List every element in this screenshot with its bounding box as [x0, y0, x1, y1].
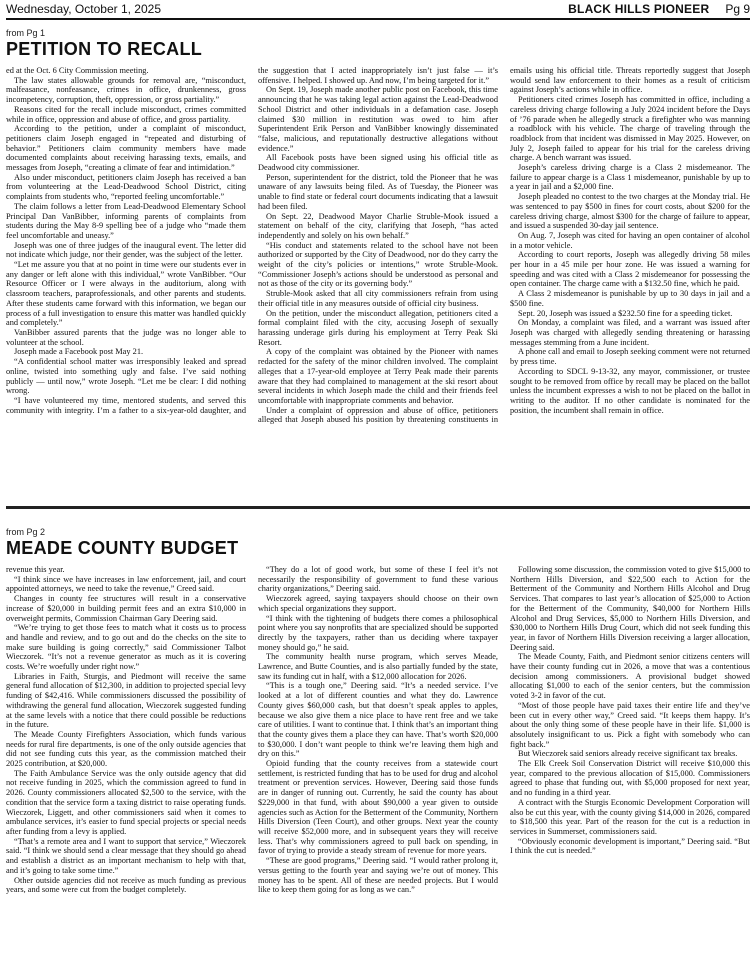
- paragraph: “These are good programs,” Deering said. “I would rather prolong it, versus getting to the fourth year and saying we’re out of money. This money has to be spent. All of these are needed projects. But I would like to keep them going for as long as we can.”: [258, 856, 498, 895]
- page-header: [6, 0, 750, 20]
- paragraph: According to court reports, Joseph was allegedly driving 58 miles per hour in a 45 mile per hour zone. He was issued a warning for speeding and was cited with a Class 2 misdemeanor for possessing the open container. The charge came with a $132.50 fine, which he paid.: [510, 250, 750, 289]
- story-petition-to-recall: [6, 28, 750, 494]
- paragraph: Sept. 20, Joseph was issued a $232.50 fine for a speeding ticket.: [518, 308, 733, 318]
- paragraph: VanBibber assured parents that the judge was no longer able to volunteer at the school.: [6, 327, 246, 347]
- paragraph: A Class 2 misdemeanor is punishable by up to 30 days in jail and a $500 fine.: [510, 289, 750, 308]
- article-body: [6, 66, 750, 425]
- paragraph: On Aug. 7, Joseph was cited for having an open container of alcohol in a motor vehicle.: [510, 230, 750, 250]
- paragraph: But Wieczorek said seniors already receive significant tax breaks.: [518, 749, 738, 759]
- paragraph: Joseph’s careless driving charge is a Class 2 misdemeanor. The failure to appear charge is a Class 1 misdemeanor, punishable by up to a year in jail and a $2,000 fine.: [510, 163, 750, 192]
- headline: MEADE COUNTY BUDGET: [6, 538, 239, 558]
- paragraph: On Sept. 22, Deadwood Mayor Charlie Struble-Mook issued a statement on behalf of the city, clarifying that Joseph, “has acted independently and solely on his own behalf.”: [258, 211, 498, 240]
- paragraph: “This is a tough one,” Deering said. “It’s a needed service. I’ve looked at a lot of different counties and what they do. Lawrence County gives $60,000 cash, but that doesn’t speak apples to apples, because we also give them a nice place to have rent free and we take care of utilities. I want to continue that. I think that’s an important thing that the county gives them a place they can have. That’s worth $20,000 to $30,000. I don’t want people to think we’re leaving them high and dry on this.”: [258, 681, 498, 759]
- article-body: [6, 565, 750, 895]
- paragraph: “I think since we have increases in law enforcement, jail, and court appointed attorneys, we need to take the revenue,” Creed said.: [6, 574, 246, 594]
- story-divider: [6, 506, 750, 509]
- paragraph: “That’s a remote area and I want to support that service,” Wieczorek said. “I think we should send a clear message that they should go ahead and establish a district as an important mechanism to help with that, and it’s going to take some time.”: [6, 836, 246, 875]
- continued-from-label: from Pg 2: [6, 527, 46, 537]
- paragraph: ed at the Oct. 6 City Commission meeting.: [6, 66, 149, 75]
- paragraph: “Obviously economic development is important,” Deering said. “But I think the cut is needed.”: [510, 836, 750, 856]
- paragraph: “Most of those people have paid taxes their entire life and they’ve been cut in every other way,” Creed said. “It keeps them happy. It’s about the only thing some of these people have in their life. $1,000 is absolutely insignificant to us. Pick a fight with somebody who can fight back.”: [510, 700, 750, 749]
- paragraph: Struble-Mook asked that all city commissioners refrain from using their official title in any measures outside of official city business.: [258, 289, 498, 308]
- paragraph: A copy of the complaint was obtained by the Pioneer with names redacted for the safety of the minor children involved. The complaint alleges that a 17-year-old employee at Terry Peak made their parents aware that they had complained to management at the ski resort about several incidents in which Joseph made the child and their friends feel uncomfortable with inappropriate comments and behavior.: [258, 347, 498, 405]
- paragraph: “They do a lot of good work, but some of these I feel it’s not necessarily the responsibility of government to fund these various charity organizations,” Deering said.: [258, 565, 498, 594]
- paragraph: revenue this year.: [6, 565, 65, 574]
- paragraph: On Monday, a complaint was filed, and a warrant was issued after Joseph was charged with allegedly sending threatening or harassing messages stemming from a June incident.: [510, 318, 750, 347]
- paragraph: Other outside agencies did not receive as much funding as previous years, and some were cut from the budget completely.: [6, 875, 246, 895]
- paragraph: “Let me assure you that at no point in time were our students ever in any danger or left alone with this individual,” wrote VanBibber. “Our Resource Officer or I were always in the auditorium, along with classroom teachers, paraprofessionals, and other parents and students. After these students came forward with this information, we began our process of a full investigation to ensure this matter was handled quickly and completely.”: [6, 260, 246, 328]
- paragraph: Wieczorek agreed, saying taxpayers should choose on their own which special organizations they support.: [258, 594, 498, 613]
- paragraph: Following some discussion, the commission voted to give $15,000 to Northern Hills Diversion, and $22,500 each to Action for the Betterment of the Community and Northern Hills Alcohol and Drug Services. That compares to last year’s allocation of $25,000 to Action for the Betterment of the Community, $40,000 for Northern Hills Alcohol and Drug Services, $5,000 to Northern Hills Diversion, and $30,000 to Northern Hills Drug Court, which did not seek funding this year, in favor of Northern Hills Diversion receiving a larger allocation, Deering said.: [510, 565, 750, 652]
- paragraph: Also under misconduct, petitioners claim Joseph has received a ban from volunteering at the Lead-Deadwood School District, citing complaints from students who, “reported feeling uncomfortable.”: [6, 172, 246, 202]
- paragraph: Joseph pleaded no contest to the two charges at the Monday trial. He was sentenced to pay $500 in fines for court costs, about $200 for the careless driving charge, almost $300 for the charge of failure to appear, and issued a suspended 30-day jail sentence.: [510, 192, 750, 231]
- paragraph: The Elk Creek Soil Conservation District will receive $10,000 this year, compared to the previous allocation of $15,000. Commissioners agreed to phase that funding out, with $5,000 proposed for next year, and no funding in a third year.: [510, 759, 750, 798]
- paragraph: The community health nurse program, which serves Meade, Lawrence, and Butte Counties, and is also partially funded by the state, saw its funding cut in half, with a $12,000 allocation for 2026.: [258, 652, 498, 681]
- paragraph: “His conduct and statements related to the school have not been authorized or supported by the City of Deadwood, nor do they carry the weight of the city’s policies or intentions,” wrote Struble-Mook. “Commissioner Joseph’s actions should be understood as personal and not as those of the city or its governing body.”: [258, 240, 498, 289]
- paragraph: Person, superintendent for the district, told the Pioneer that he was unaware of any lawsuits being filed. As of Tuesday, the Pioneer was unable to find state or federal court documents indicating that a lawsuit had been filed.: [258, 172, 498, 211]
- paragraph: “A confidential school matter was irresponsibly leaked and spread online, twisted into something ugly and false. I’ve said nothing publicly — until now,” wrote Joseph. “Let me be clear: I did nothing wrong.: [6, 357, 246, 396]
- paragraph: “I have volunteered my time, mentored students, and served this community with integrity. I’m a father to a six-year-old daughter, and the suggestion that I acted inappropriately isn’t just false — it’s offensive. I helped. I showed up. And now, I’m being targeted for it.”: [6, 66, 498, 415]
- paragraph: Changes in county fee structures will result in a conservative increase of $20,000 in building permit fees and an extra $10,000 in overweight permits, Commission Chairman Gary Deering said.: [6, 594, 246, 623]
- paragraph: A phone call and email to Joseph seeking comment were not returned by press time.: [510, 347, 750, 367]
- paragraph: The Meade County Firefighters Association, which funds various needs for rural fire departments, is one of the only outside agencies that did not see funding cuts this year, as the commission matched their 2025 contribution, at $20,000.: [6, 729, 246, 769]
- paragraph: “We’re trying to get those fees to match what it costs us to process and handle and review, and to go out and do the checks on the site to make sure building is going correctly,” said Commissioner Talbot Wieczorek. “It’s not a revenue generator as much as it is covering costs. We’re woefully under right now.”: [6, 623, 246, 672]
- paragraph: “I think with the tightening of budgets there comes a philosophical point where you say nonprofits that are specialized should be supported directly by the taxpayers, rather than us deciding where taxpayer money should go,” he said.: [258, 613, 498, 652]
- paragraph: On the petition, under the misconduct allegation, petitioners cited a formal complaint filed with the city, accusing Joseph of sexually harassing underage girls during his employment at Terry Peak Ski Resort.: [258, 308, 498, 347]
- paragraph: On Sept. 19, Joseph made another public post on Facebook, this time announcing that he was taking legal action against the Lead-Deadwood School District and other individuals in a defamation case. Joseph claimed $30 million in restitution was owed to him after Superintendent Erik Person and VanBibber knowingly disseminated “false, malicious, and reputationally destructive allegations without evidence.”: [258, 85, 498, 153]
- paragraph: All Facebook posts have been signed using his official title as Deadwood city commissioner.: [258, 153, 498, 173]
- paragraph: According to the petition, under a complaint of misconduct, petitioners claim Joseph engaged in “repeated and disturbing of behavior.” Petitioners claim community members have made documented complaints about receiving harassing texts, emails, and messages from Joseph, “creating a climate of fear and intimidation.”: [6, 124, 246, 173]
- issue-date: Wednesday, October 1, 2025: [6, 2, 161, 16]
- paragraph: The law states allowable grounds for removal are, “misconduct, malfeasance, nonfeasance, crimes in office, drunkenness, gross incompetency, corruption, theft, oppression, or gross partiality.”: [6, 75, 246, 105]
- paragraph: A contract with the Sturgis Economic Development Corporation will also be cut this year, with the county giving $14,000 in 2026, compared to $18,500 this year. Part of the reason for the cut is a reduction in services in Summerset, commissioners said.: [510, 797, 750, 836]
- paragraph: The claim follows a letter from Lead-Deadwood Elementary School Principal Dan VanBibber, informing parents of complaints from students during the May 8-9 spelling bee of a judge who “made them feel uncomfortable and uneasy.”: [6, 201, 246, 240]
- newspaper-name: BLACK HILLS PIONEER: [568, 2, 710, 16]
- paragraph: Under a complaint of oppression and abuse of office, petitioners alleged that Joseph abused his position by threatening constituents in emails using his official title. Threats reportedly suggest that Joseph would send law enforcement to their homes as a result of criticism against Joseph’s actions while in office.: [258, 66, 750, 425]
- paragraph: Joseph made a Facebook post May 21.: [14, 347, 144, 357]
- page-number: Pg 9: [725, 2, 750, 16]
- continued-from-label: from Pg 1: [6, 28, 46, 38]
- paragraph: According to SDCL 9-13-32, any mayor, commissioner, or trustee sought to be removed from office by recall may be placed on the ballot unless the incumbent expresses a wish to not be placed on the ballot in writing to the auditor. If no other candidate is nominated for the position, the incumbent shall remain in office.: [510, 366, 750, 415]
- headline: PETITION TO RECALL: [6, 39, 203, 59]
- paragraph: Petitioners cited crimes Joseph has committed in office, including a careless driving charge following a July 2024 incident before the Days of ’76 parade when he allegedly struck a firefighter who was manning a roadblock with his vehicle. The charge of traveling through the roadblock from that incident was dismissed in May 2025. However, on July 2, Joseph failed to appear for his trial for the careless driving charge. A bench warrant was issued.: [510, 95, 750, 163]
- story-meade-county-budget: [6, 527, 750, 972]
- paragraph: Opioid funding that the county receives from a statewide court settlement, is restricted funding that has to be used for drug and alcohol treatment or prevention services. However, Deering said those funds are in danger of running out. Currently, he said the county has about $229,000 in that fund, with about $90,000 a year given to outside agencies such as Action for the Betterment of the Community, Northern Hills Diversion (Teen Court), and other groups. Next year the county will receive $52,000 more, and in subsequent years they will receive less. That’s why commissioners agreed to pull back on spending, in favor of trying to provide a steady stream of revenue for more years.: [258, 759, 498, 856]
- paragraph: Reasons cited for the recall include misconduct, crimes committed while in office, oppression and abuse of office, and gross partiality.: [6, 104, 246, 124]
- paragraph: The Faith Ambulance Service was the only outside agency that did not receive funding in 2025, which the commission agreed to fund in 2026. County commissioners allocated $2,500 to the service, with the condition that the service form a taxing district to raise operating funds. Wieczorek, Liggett, and other commissioners said when it comes to ambulance services, it’s easier to fund special projects or special needs after funding from a levy is applied.: [6, 768, 246, 836]
- paragraph: Joseph was one of three judges of the inaugural event. The letter did not indicate which judge, nor their gender, was the subject of the letter.: [6, 240, 246, 260]
- paragraph: The Meade County, Faith, and Piedmont senior citizens centers will have their county funding cut in 2026, a move that was a contentious decision among commissioners. A provisional budget showed allocating $1,000 to each of the senior centers, but the commission voted 3-2 in favor of the cut.: [510, 652, 750, 701]
- paragraph: Libraries in Faith, Sturgis, and Piedmont will receive the same general fund allocation of $12,300, in addition to projected special levy funding of $42,416. While commissioners discussed the possibility of withdrawing the general fund allocation, Wieczorek suggested funding at the same levels with a notice that there could possible be reductions in the future.: [6, 671, 246, 730]
